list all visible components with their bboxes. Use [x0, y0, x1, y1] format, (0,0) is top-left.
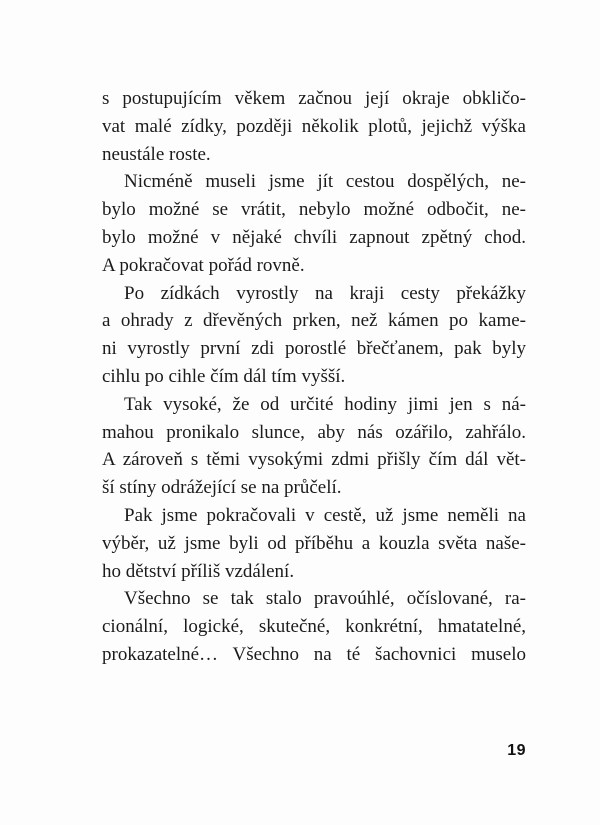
text-line: s postupujícím věkem začnou její okraje obkličo- — [102, 88, 526, 109]
text-line: Nicméně museli jsme jít cestou dospělých, ne- — [124, 171, 526, 193]
text-line: bylo možné v nějaké chvíli zapnout zpětný chod. — [102, 226, 526, 248]
text-line: cionální, logické, skutečné, konkrétní, hmatatelné, — [102, 616, 526, 638]
text-line: ni vyrostly první zdi porostlé břečťanem, pak byly — [102, 338, 526, 360]
text-line: prokazatelné… Všechno na té šachovnici muselo — [102, 643, 526, 665]
text-line: a ohrady z dřevěných prken, než kámen po kame- — [102, 310, 526, 332]
paragraph — [102, 585, 526, 668]
text-line: neustále roste. — [102, 143, 211, 165]
text-line: ho dětství příliš vzdálení. — [102, 560, 295, 582]
text-line: mahou pronikalo slunce, aby nás ozářilo, zahřálo. — [102, 421, 526, 443]
text-line: ší stíny odrážející se na průčelí. — [102, 477, 342, 499]
text-line: vat malé zídky, později několik plotů, jejichž výška — [102, 115, 526, 137]
paragraph — [102, 502, 526, 585]
paragraph — [102, 85, 526, 168]
text-line: Po zídkách vyrostly na kraji cesty překážky — [124, 282, 526, 304]
body-text — [102, 85, 526, 669]
page-number: 19 — [507, 742, 526, 759]
text-line: bylo možné se vrátit, nebylo možné odbočit, ne- — [102, 199, 526, 221]
text-line: A zároveň s těmi vysokými zdmi přišly čím dál vět- — [102, 449, 526, 471]
paragraph — [102, 280, 526, 391]
text-line: A pokračovat pořád rovně. — [102, 254, 305, 276]
paragraph — [102, 168, 526, 279]
text-line: cihlu po cihle čím dál tím vyšší. — [102, 365, 346, 387]
text-line: Tak vysoké, že od určité hodiny jimi jen s ná- — [124, 393, 526, 415]
text-line: Pak jsme pokračovali v cestě, už jsme neměli na — [124, 504, 526, 526]
text-line: výběr, už jsme byli od příběhu a kouzla světa naše- — [102, 532, 526, 554]
paragraph — [102, 391, 526, 502]
text-line: Všechno se tak stalo pravoúhlé, očíslované, ra- — [124, 588, 526, 610]
